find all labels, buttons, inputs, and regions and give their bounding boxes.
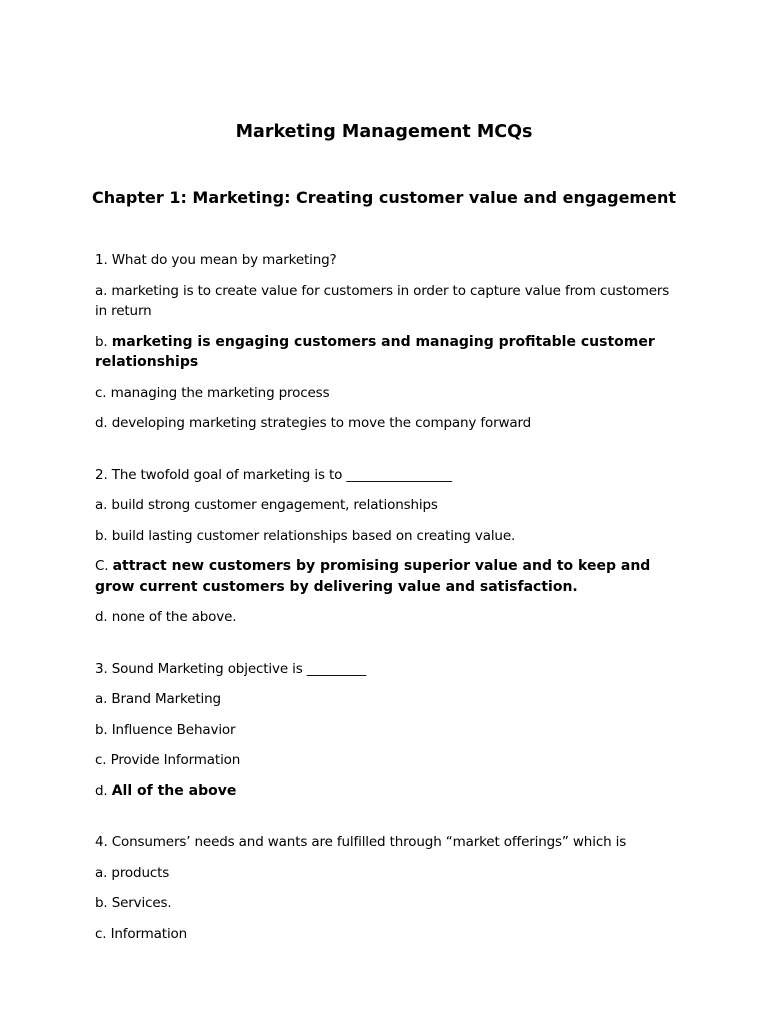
option-c xyxy=(95,383,685,404)
option-c xyxy=(95,924,685,945)
option-a xyxy=(95,281,685,322)
option-text: Services. xyxy=(111,895,172,911)
question-spacer xyxy=(95,444,685,465)
option-text: Brand Marketing xyxy=(111,691,221,707)
option-text: Provide Information xyxy=(110,752,241,768)
option-text: managing the marketing process xyxy=(110,384,330,401)
option-a xyxy=(95,689,685,710)
question-list xyxy=(95,250,685,954)
option-prefix: C. xyxy=(95,558,113,574)
option-prefix: b. xyxy=(95,527,112,544)
option-text: attract new customers by promising superior value and to keep and grow current customers by delivering value and satisfaction. xyxy=(95,558,651,595)
option-text: All of the above xyxy=(111,782,237,799)
option-d xyxy=(95,413,685,434)
option-prefix: c. xyxy=(95,925,111,942)
option-b-correct xyxy=(95,332,685,373)
question-1 xyxy=(95,250,685,434)
option-prefix: d. xyxy=(95,782,112,799)
option-c xyxy=(95,750,685,771)
option-b xyxy=(95,893,685,914)
option-prefix: a. xyxy=(95,282,112,299)
option-text: developing marketing strategies to move the company forward xyxy=(111,415,532,431)
option-b xyxy=(95,720,685,741)
option-text: Influence Behavior xyxy=(111,721,236,738)
option-text: build strong customer engagement, relationships xyxy=(111,497,438,513)
option-prefix: a. xyxy=(95,691,112,707)
option-prefix: d. xyxy=(95,609,112,625)
question-2 xyxy=(95,465,685,628)
chapter-heading: Chapter 1: Marketing: Creating customer value and engagement xyxy=(91,188,676,207)
option-prefix: c. xyxy=(95,384,111,401)
option-d-correct xyxy=(95,781,685,802)
document-title: Marketing Management MCQs xyxy=(235,122,533,142)
option-prefix: a. xyxy=(95,864,112,881)
option-text: build lasting customer relationships based on creating value. xyxy=(111,527,516,544)
question-text: 4. Consumers’ needs and wants are fulfilled through “market offerings” which is xyxy=(95,834,627,850)
option-text: marketing is engaging customers and managing profitable customer relationships xyxy=(95,333,655,370)
option-a xyxy=(95,863,685,884)
question-text: 2. The twofold goal of marketing is to ________________ xyxy=(95,466,452,483)
option-text: none of the above. xyxy=(111,609,237,625)
option-prefix: a. xyxy=(95,497,112,513)
question-4 xyxy=(95,832,685,944)
option-prefix: b. xyxy=(95,333,112,350)
option-d xyxy=(95,607,685,628)
question-text: 3. Sound Marketing objective is _________ xyxy=(95,660,367,677)
option-b xyxy=(95,526,685,547)
option-prefix: c. xyxy=(95,752,111,768)
option-text: Information xyxy=(110,925,188,942)
option-prefix: b. xyxy=(95,721,112,738)
option-text: marketing is to create value for customers in order to capture value from customers in return xyxy=(95,282,670,319)
question-text: 1. What do you mean by marketing? xyxy=(95,252,337,268)
option-prefix: d. xyxy=(95,415,112,431)
option-a xyxy=(95,495,685,516)
question-spacer xyxy=(95,638,685,659)
option-text: products xyxy=(111,864,170,881)
option-prefix: b. xyxy=(95,895,112,911)
question-3 xyxy=(95,659,685,802)
question-spacer xyxy=(95,811,685,832)
option-c-correct xyxy=(95,556,685,597)
